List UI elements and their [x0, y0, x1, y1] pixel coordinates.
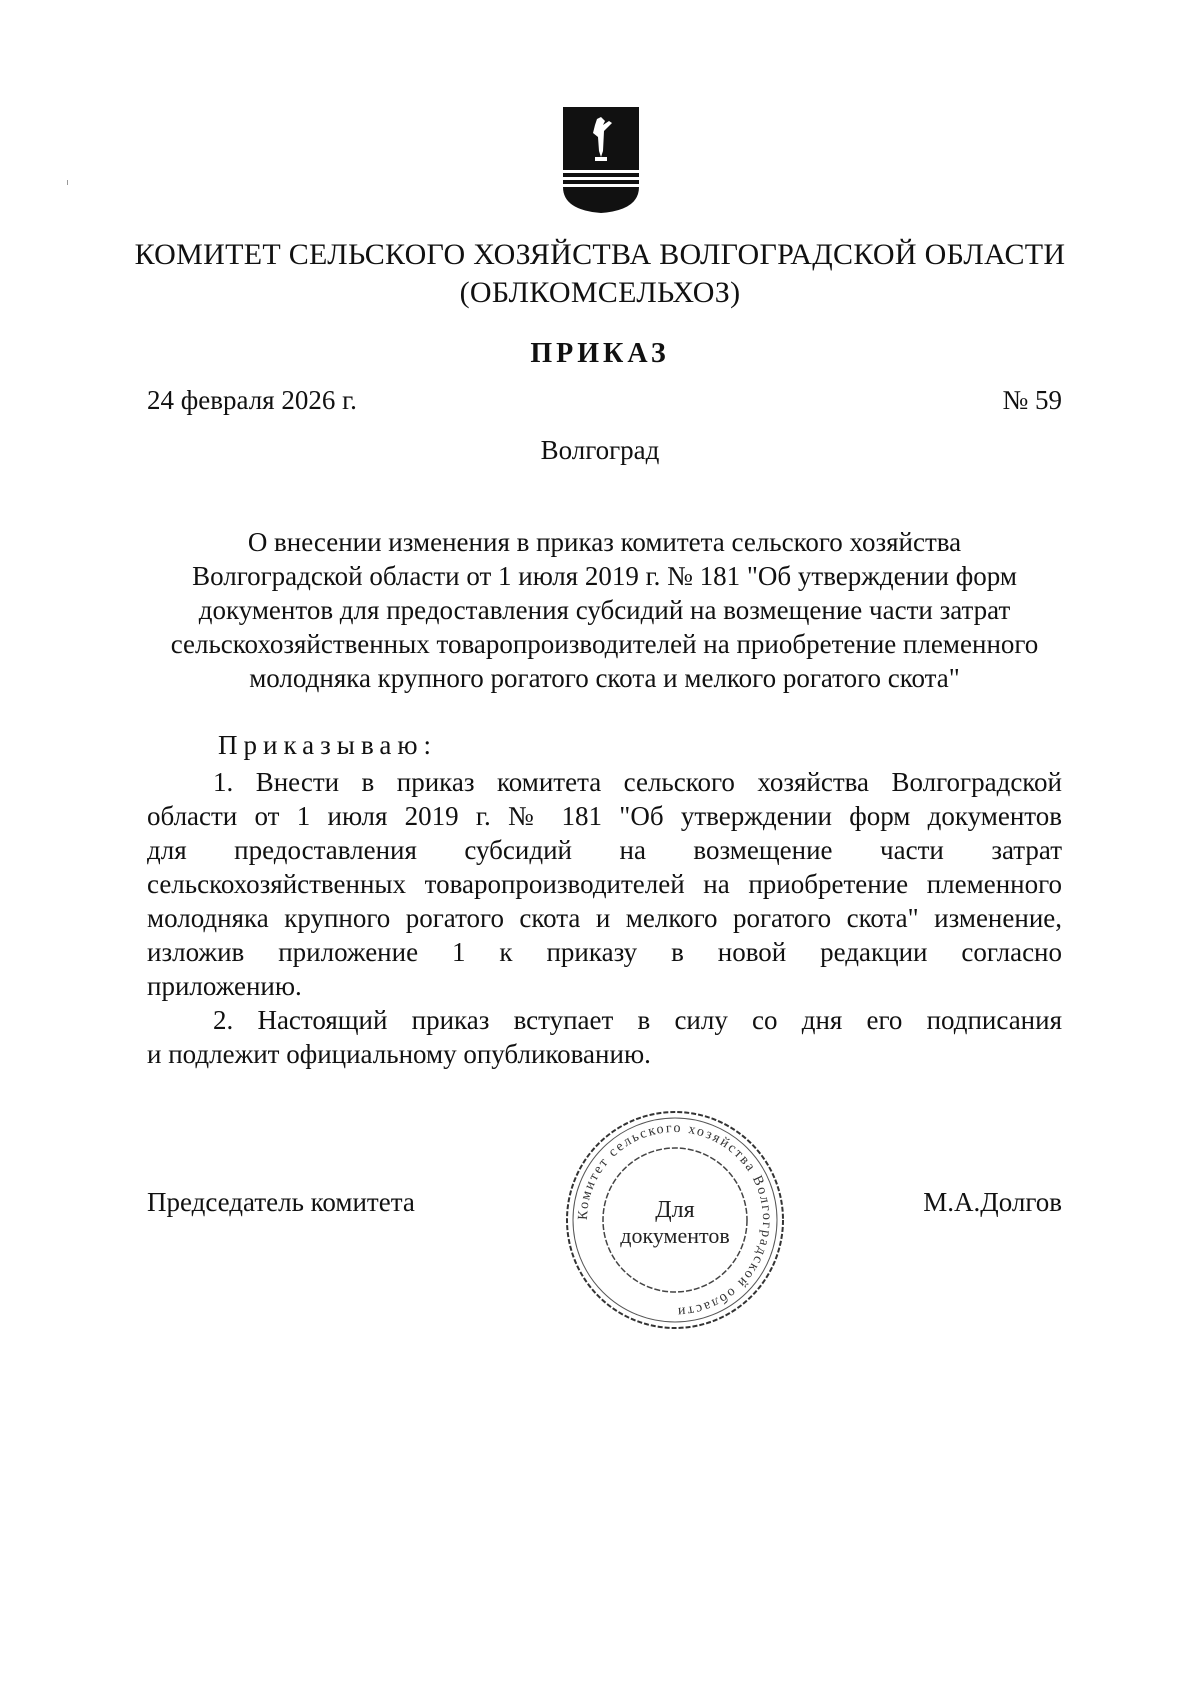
body-line: приложению.	[147, 971, 302, 1001]
organization-short-name: (ОБЛКОМСЕЛЬХОЗ)	[459, 276, 741, 309]
official-stamp	[560, 1105, 790, 1335]
subject-line: Волгоградской области от 1 июля 2019 г. № 181 "Об утверждении форм	[192, 561, 1017, 591]
subject-line: сельскохозяйственных товаропроизводителей на приобретение племенного	[170, 629, 1039, 659]
body-line: молодняка крупного рогатого скота и мелкого рогатого скота" изменение,	[147, 903, 1062, 933]
document-number: № 59	[1002, 385, 1062, 415]
signer-position: Председатель комитета	[147, 1187, 415, 1217]
body-line: для предоставления субсидий на возмещение части затрат	[147, 835, 1062, 865]
organization-name: КОМИТЕТ СЕЛЬСКОГО ХОЗЯЙСТВА ВОЛГОГРАДСКОЙ ОБЛАСТИ	[134, 238, 1066, 271]
document-type-title: ПРИКАЗ	[530, 338, 670, 369]
body-line: и подлежит официальному опубликованию.	[147, 1039, 651, 1069]
document-city: Волгоград	[540, 435, 660, 465]
signer-name: М.А.Долгов	[923, 1187, 1062, 1217]
coat-of-arms-emblem	[563, 107, 639, 213]
body-line: сельскохозяйственных товаропроизводителей на приобретение племенного	[147, 869, 1062, 899]
body-line-item1: 1. Внести в приказ комитета сельского хозяйства Волгоградской	[213, 767, 1062, 797]
stamp-ring-text: Комитет сельского хозяйства Волгоградской области	[575, 1120, 775, 1320]
order-verb: Приказываю:	[218, 730, 437, 760]
document-date: 24 февраля 2026 г.	[147, 385, 357, 415]
subject-line: документов для предоставления субсидий на возмещение части затрат	[198, 595, 1011, 625]
stamp-center-line2: документов	[620, 1223, 730, 1248]
document-body	[147, 765, 1062, 1071]
document-subject	[147, 525, 1062, 695]
body-line-item2: 2. Настоящий приказ вступает в силу со дня его подписания	[213, 1005, 1062, 1035]
body-line: области от 1 июля 2019 г. № 181 "Об утверждении форм документов	[147, 801, 1062, 831]
subject-line: О внесении изменения в приказ комитета сельского хозяйства	[247, 527, 962, 557]
scan-mark	[67, 180, 68, 185]
stamp-center-line1: Для	[655, 1197, 695, 1223]
subject-line: молодняка крупного рогатого скота и мелкого рогатого скота"	[249, 663, 960, 693]
body-line: изложив приложение 1 к приказу в новой редакции согласно	[147, 937, 1062, 967]
